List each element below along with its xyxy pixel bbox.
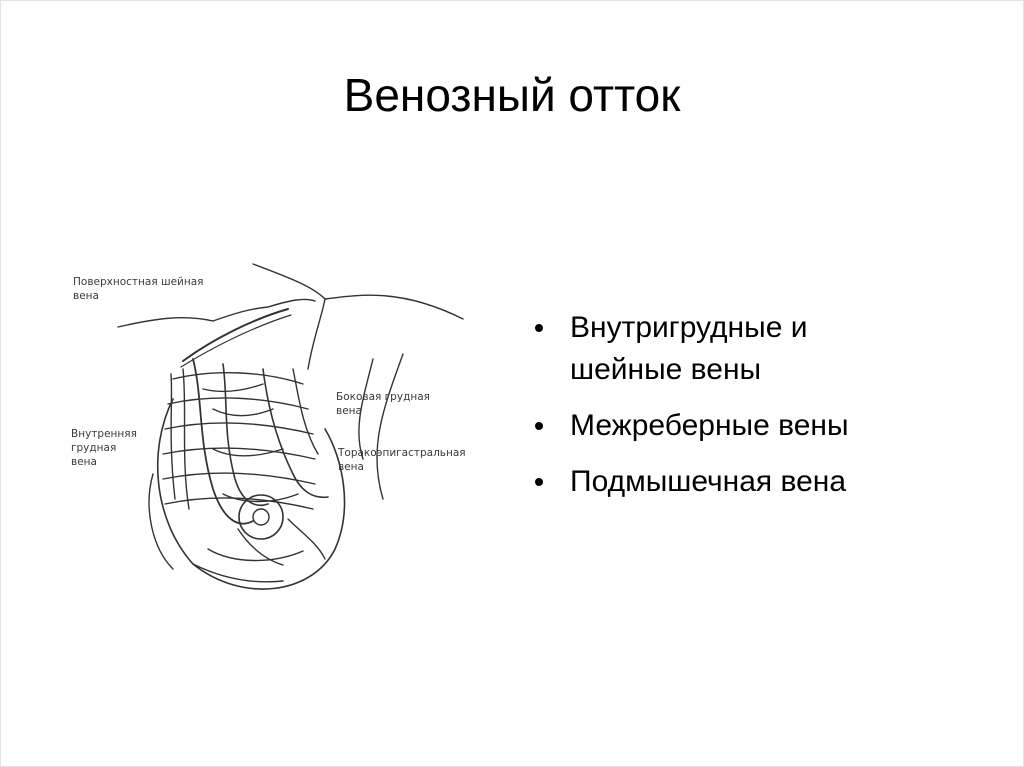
bullet-list bbox=[535, 307, 1005, 517]
slide-title: Венозный отток bbox=[343, 69, 681, 121]
breast-venous-diagram bbox=[63, 259, 506, 611]
bullet-dot-icon bbox=[535, 478, 543, 486]
bullet-item: Межреберные вены bbox=[535, 405, 1005, 447]
label-superficial-cervical-vein: Поверхностная шейная вена bbox=[73, 276, 204, 302]
bullet-item: Внутригрудные и шейные вены bbox=[535, 307, 1005, 391]
label-lateral-thoracic-vein: Боковая грудная вена bbox=[336, 391, 430, 417]
bullet-item: Подмышечная вена bbox=[535, 461, 1005, 503]
label-internal-thoracic-vein: Внутренняя грудная вена bbox=[71, 428, 137, 468]
label-thoracoepigastric-vein: Торакоэпигастральная вена bbox=[338, 447, 466, 473]
bullet-dot-icon bbox=[535, 422, 543, 430]
bullet-dot-icon bbox=[535, 324, 543, 332]
